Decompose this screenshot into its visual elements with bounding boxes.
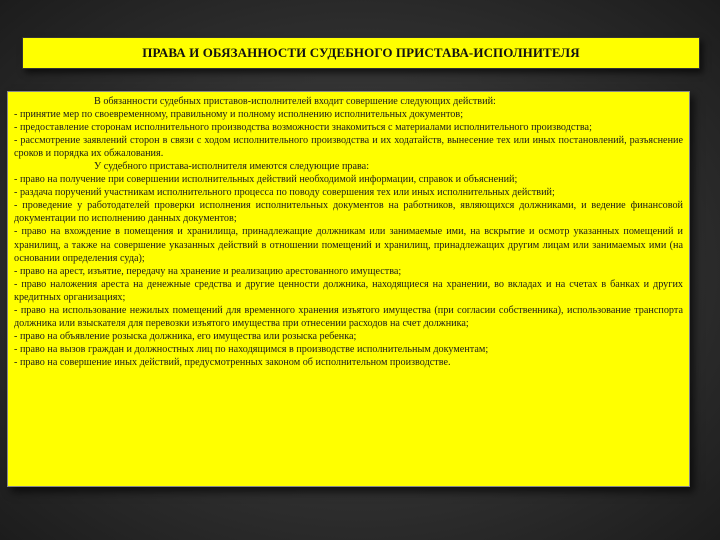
right-item: - право на получение при совершении исполнительных действий необходимой информации, справок и объяснений; [14,174,518,186]
right-item: - проведение у работодателей проверки исполнения исполнительных документов на работников, являющихся должниками, и ведение финансовой документации по исполнению данных документов; [14,200,683,225]
slide-title: ПРАВА И ОБЯЗАННОСТИ СУДЕБНОГО ПРИСТАВА-ИСПОЛНИТЕЛЯ [142,45,580,60]
right-item: - право наложения ареста на денежные средства и другие ценности должника, находящиеся на хранении, во вкладах и на счетах в банках и других кредитных организациях; [14,278,683,303]
right-item: - право на вызов граждан и должностных лиц по находящимся в производстве исполнительным документам; [14,343,489,355]
right-item: - право на вхождение в помещения и хранилища, принадлежащие должникам или занимаемые ими, на вскрытие и осмотр указанных помещений и хранилищ, а также на совершение указанных действий в отношении помещений и хранилищ, принадлежащих другим лицам или занимаемых ими (на основании определения суда); [14,226,683,264]
right-item: - право на совершение иных действий, предусмотренных законом об исполнительном производстве. [14,356,451,368]
right-item: - право на объявление розыска должника, его имущества или розыска ребенка; [14,330,357,342]
duty-item: - предоставление сторонам исполнительного производства возможности знакомиться с материалами исполнительного производства; [14,122,592,134]
right-item: - раздача поручений участникам исполнительного процесса по поводу совершения тех или иных исполнительных действий; [14,187,555,199]
right-item: - право на использование нежилых помещений для временного хранения изъятого имущества (при согласии собственника), использование транспорта должника или взыскателя для перевозки изъятого имущества при отнесении расходов на счет должника; [14,304,683,329]
right-item: - право на арест, изъятие, передачу на хранение и реализацию арестованного имущества; [14,265,402,277]
rights-heading: У судебного пристава-исполнителя имеются следующие права: [94,161,370,173]
duties-heading: В обязанности судебных приставов-исполнителей входит совершение следующих действий: [94,96,496,107]
slide-content-box [7,91,690,487]
slide-title-box [22,37,700,69]
duty-item: - принятие мер по своевременному, правильному и полному исполнению исполнительных документов; [14,109,464,121]
duty-item: - рассмотрение заявлений сторон в связи с ходом исполнительного производства и их ходатайств, вынесение тех или иных постановлений, разъяснение сроков и порядка их обжалования. [14,135,683,160]
